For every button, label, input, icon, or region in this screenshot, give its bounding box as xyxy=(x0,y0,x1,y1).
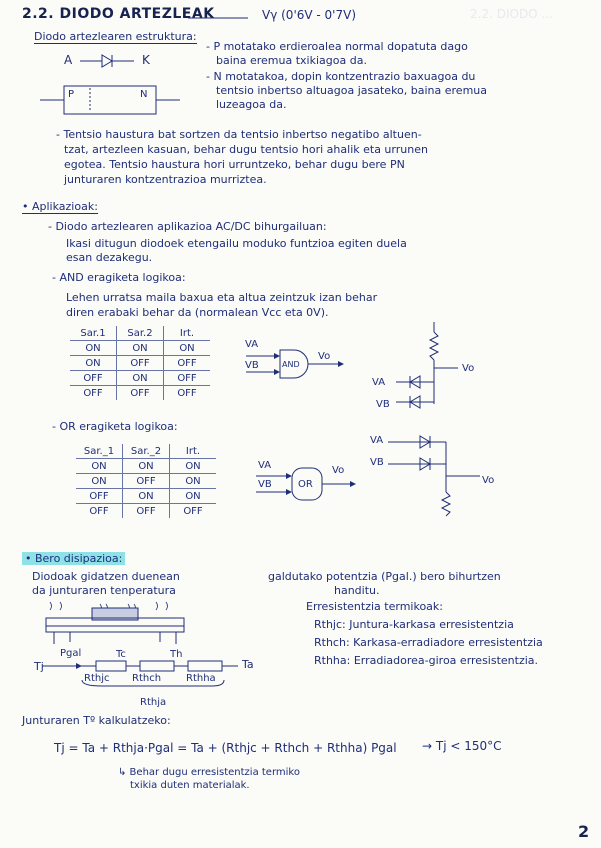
breakdown-line-1: - Tentsio haustura bat sortzen da tentsio inbertso negatibo altuen- xyxy=(56,128,422,141)
table-row xyxy=(70,371,210,386)
cathode-label: K xyxy=(142,53,150,67)
table-header-cell: Sar.1 xyxy=(70,326,117,341)
and-circuit-vo: Vo xyxy=(462,363,475,374)
table-row xyxy=(76,474,216,489)
heatsink-temp-label: Th xyxy=(170,649,183,660)
table-header-row xyxy=(76,444,216,459)
case-temp-label: Tc xyxy=(116,649,126,660)
or-circuit-vb: VB xyxy=(370,457,384,468)
and-input-a: VA xyxy=(245,339,259,350)
rthja-label: Rthja xyxy=(140,697,167,708)
and-output: Vo xyxy=(318,351,331,362)
ambient-temp-label: Ta xyxy=(242,658,254,671)
and-circuit-va: VA xyxy=(372,377,386,388)
table-cell: ON xyxy=(70,356,117,371)
table-row xyxy=(70,341,210,356)
breakdown-line-4: junturaren kontzentrazioa murriztea. xyxy=(64,173,267,186)
table-cell: OFF xyxy=(164,356,211,371)
resistance-ha: Rthha: Erradiadorea-giroa erresistentzia. xyxy=(314,654,539,667)
structure-bullet-4: tentsio inbertso altuagoa jasateko, baina eremua xyxy=(216,84,488,97)
structure-bullet-1: - P motatako erdieroalea normal dopatuta dago xyxy=(206,40,468,53)
structure-bullet-5: luzeagoa da. xyxy=(216,98,287,111)
table-cell: OFF xyxy=(164,371,211,386)
table-cell: ON xyxy=(76,459,123,474)
applications-heading: • Aplikazioak: xyxy=(22,200,98,213)
and-heading: - AND eragiketa logikoa: xyxy=(52,271,186,284)
max-junction-temp: → Tj < 150°C xyxy=(422,739,502,753)
page-title: 2.2. DIODO ARTEZLEAK xyxy=(22,6,215,22)
table-cell: ON xyxy=(164,341,211,356)
header-dash xyxy=(188,16,248,20)
table-header-cell: Sar._2 xyxy=(123,444,170,459)
table-row xyxy=(76,489,216,504)
and-gate-label: AND xyxy=(282,360,300,369)
and-circuit-vb: VB xyxy=(376,399,390,410)
page-number: 2 xyxy=(578,822,590,841)
rthjc-label: Rthjc xyxy=(84,673,110,684)
acdc-heading: - Diodo artezlearen aplikazioa AC/DC bihurgailuan: xyxy=(48,220,327,233)
junction-temp-label: Tj xyxy=(34,660,44,673)
table-cell: ON xyxy=(170,459,217,474)
table-cell: OFF xyxy=(123,504,170,519)
table-cell: OFF xyxy=(164,386,211,401)
or-input-a: VA xyxy=(258,460,272,471)
heat-text-1: Diodoak gidatzen duenean xyxy=(32,570,180,583)
note-line-1: ↳ Behar dugu erresistentzia termiko xyxy=(118,767,300,778)
breakdown-line-3: egotea. Tentsio haustura hori urruntzeko, behar dugu bere PN xyxy=(64,158,405,171)
table-cell: ON xyxy=(170,474,217,489)
and-input-b: VB xyxy=(245,360,259,371)
rthch-label: Rthch xyxy=(132,673,162,684)
heat-text-right-1: galdutako potentzia (Pgal.) bero bihurtzen xyxy=(268,570,501,583)
resistance-ch: Rthch: Karkasa-erradiadore erresistentzia xyxy=(314,636,543,649)
or-input-b: VB xyxy=(258,479,272,490)
acdc-text-2: esan dezakegu. xyxy=(66,251,153,264)
table-cell: OFF xyxy=(70,386,117,401)
anode-label: A xyxy=(64,53,73,67)
and-truth-table xyxy=(70,326,210,400)
temperature-formula: Tj = Ta + Rthja·Pgal = Ta + (Rthjc + Rthch + Rthha) Pgal xyxy=(54,741,397,755)
table-cell: OFF xyxy=(117,386,164,401)
structure-bullet-2: baina eremua txikiagoa da. xyxy=(216,54,367,67)
heat-heading-text: • Bero disipazioa: xyxy=(22,552,125,565)
table-cell: OFF xyxy=(117,356,164,371)
note-line-2: txikia duten materialak. xyxy=(130,780,250,791)
table-header-cell: Sar._1 xyxy=(76,444,123,459)
table-row xyxy=(70,356,210,371)
table-row xyxy=(76,459,216,474)
table-cell: OFF xyxy=(76,489,123,504)
threshold-voltage: Vγ (0'6V - 0'7V) xyxy=(262,8,357,22)
table-header-row xyxy=(70,326,210,341)
table-header-cell: Sar.2 xyxy=(117,326,164,341)
table-header-cell: Irt. xyxy=(170,444,217,459)
heatsink-diagram xyxy=(40,598,190,646)
p-region-label: P xyxy=(68,89,75,100)
pn-junction-diagram xyxy=(40,84,180,120)
table-cell: ON xyxy=(76,474,123,489)
bleed-through-text: 2.2. DIODO ... xyxy=(470,7,553,21)
breakdown-line-2: tzat, artezleen kasuan, behar dugu tentsio hori ahalik eta urrunen xyxy=(64,143,428,156)
table-cell: OFF xyxy=(170,504,217,519)
table-row xyxy=(70,386,210,401)
table-cell: ON xyxy=(123,459,170,474)
rthha-label: Rthha xyxy=(186,673,216,684)
and-text-1: Lehen urratsa maila baxua eta altua zeintzuk izan behar xyxy=(66,291,378,304)
acdc-text-1: Ikasi ditugun diodoek etengailu moduko funtzioa egiten duela xyxy=(66,237,407,250)
table-cell: OFF xyxy=(123,474,170,489)
heat-text-2: da junturaren tenperatura xyxy=(32,584,176,597)
structure-heading: Diodo artezlearen estruktura: xyxy=(34,30,197,43)
table-cell: ON xyxy=(117,371,164,386)
pgal-label: Pgal xyxy=(60,648,82,659)
heat-text-right-2: handitu. xyxy=(334,584,380,597)
structure-bullet-3: - N motatakoa, dopin kontzentrazio baxuagoa du xyxy=(206,70,476,83)
table-row xyxy=(76,504,216,519)
table-cell: ON xyxy=(70,341,117,356)
calc-heading: Junturaren Tº kalkulatzeko: xyxy=(22,714,171,727)
table-cell: OFF xyxy=(70,371,117,386)
table-cell: OFF xyxy=(76,504,123,519)
and-text-2: diren erabaki behar da (normalean Vcc eta 0V). xyxy=(66,306,329,319)
diode-symbol-icon xyxy=(80,53,140,69)
thermal-resistances-heading: Erresistentzia termikoak: xyxy=(306,600,443,613)
resistance-jc: Rthjc: Juntura-karkasa erresistentzia xyxy=(314,618,514,631)
and-gate-diagram xyxy=(246,344,356,384)
or-truth-table xyxy=(76,444,216,518)
table-cell: ON xyxy=(117,341,164,356)
or-circuit-vo: Vo xyxy=(482,475,495,486)
table-header-cell: Irt. xyxy=(164,326,211,341)
n-region-label: N xyxy=(140,89,148,100)
or-heading: - OR eragiketa logikoa: xyxy=(52,420,178,433)
table-cell: ON xyxy=(170,489,217,504)
or-gate-label: OR xyxy=(298,479,313,490)
table-cell: ON xyxy=(123,489,170,504)
or-circuit-va: VA xyxy=(370,435,384,446)
heat-heading xyxy=(22,552,125,565)
or-output: Vo xyxy=(332,465,345,476)
